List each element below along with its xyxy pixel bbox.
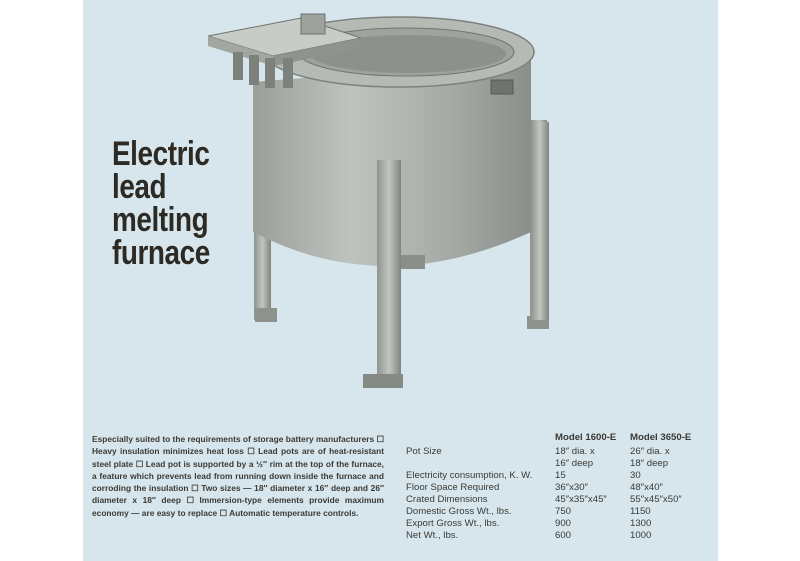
spec-row xyxy=(400,458,710,470)
spec-value-3650e: 1150 xyxy=(630,506,651,517)
headline-line-2: lead xyxy=(112,168,167,206)
spec-value-3650e: 55″x45″x50″ xyxy=(630,494,682,505)
headline-line-3: melting xyxy=(112,201,209,239)
spec-header-row xyxy=(400,432,710,444)
spec-row xyxy=(400,446,710,458)
headline-line-4: furnace xyxy=(112,234,210,272)
headline-line-1: Electric xyxy=(112,135,210,173)
spec-label: Floor Space Required xyxy=(406,482,500,493)
spec-value-1600e: 750 xyxy=(555,506,572,517)
spec-value-3650e: 18″ deep xyxy=(630,458,669,469)
spec-value-3650e: 48″x40″ xyxy=(630,482,663,493)
spec-value-1600e: 600 xyxy=(555,530,572,541)
spec-row xyxy=(400,482,710,494)
front-leg-right xyxy=(531,120,549,320)
spec-value-3650e: 1300 xyxy=(630,518,652,529)
spec-value-1600e: 18″ dia. x xyxy=(555,446,595,457)
spec-label: Pot Size xyxy=(406,446,442,457)
spec-value-1600e: 16″ deep xyxy=(555,458,594,469)
spec-value-1600e: 900 xyxy=(555,518,572,529)
spec-label: Export Gross Wt., lbs. xyxy=(406,518,500,529)
spec-value-1600e: 36″x30″ xyxy=(555,482,588,493)
spec-label: Domestic Gross Wt., lbs. xyxy=(406,506,512,517)
spec-row xyxy=(400,518,710,530)
spec-value-1600e: 15 xyxy=(555,470,566,481)
model-3650e-header: Model 3650-E xyxy=(630,432,692,443)
product-description: Especially suited to the requirements of storage battery manufacturers ☐ Heavy insulation minimizes heat loss ☐ Lead pots are of heat-resistant steel plate ☐ Lead pot is supported by a ½″ rim at the top of the furnace, a feature which prevents lead from running down inside the furnace and corroding the insulation ☐ Two sizes — 18″ diameter x 16″ deep and 26″ diameter x 18″ deep ☐ Immersion-type elements provide maximum economy — are easy to replace ☐ Automatic temperature controls. xyxy=(92,434,384,518)
spec-row xyxy=(400,470,710,482)
spec-label: Electricity consumption, K. W. xyxy=(406,470,533,481)
spec-value-3650e: 30 xyxy=(630,470,641,481)
spec-value-3650e: 26″ dia. x xyxy=(630,446,670,457)
spec-value-1600e: 45″x35″x45″ xyxy=(555,494,607,505)
spec-label: Net Wt., lbs. xyxy=(406,530,459,541)
headline xyxy=(112,135,219,272)
spec-row xyxy=(400,530,710,542)
spec-row xyxy=(400,506,710,518)
spec-label: Crated Dimensions xyxy=(406,494,488,505)
spec-row xyxy=(400,494,710,506)
spec-value-3650e: 1000 xyxy=(630,530,652,541)
model-1600e-header: Model 1600-E xyxy=(555,432,617,443)
